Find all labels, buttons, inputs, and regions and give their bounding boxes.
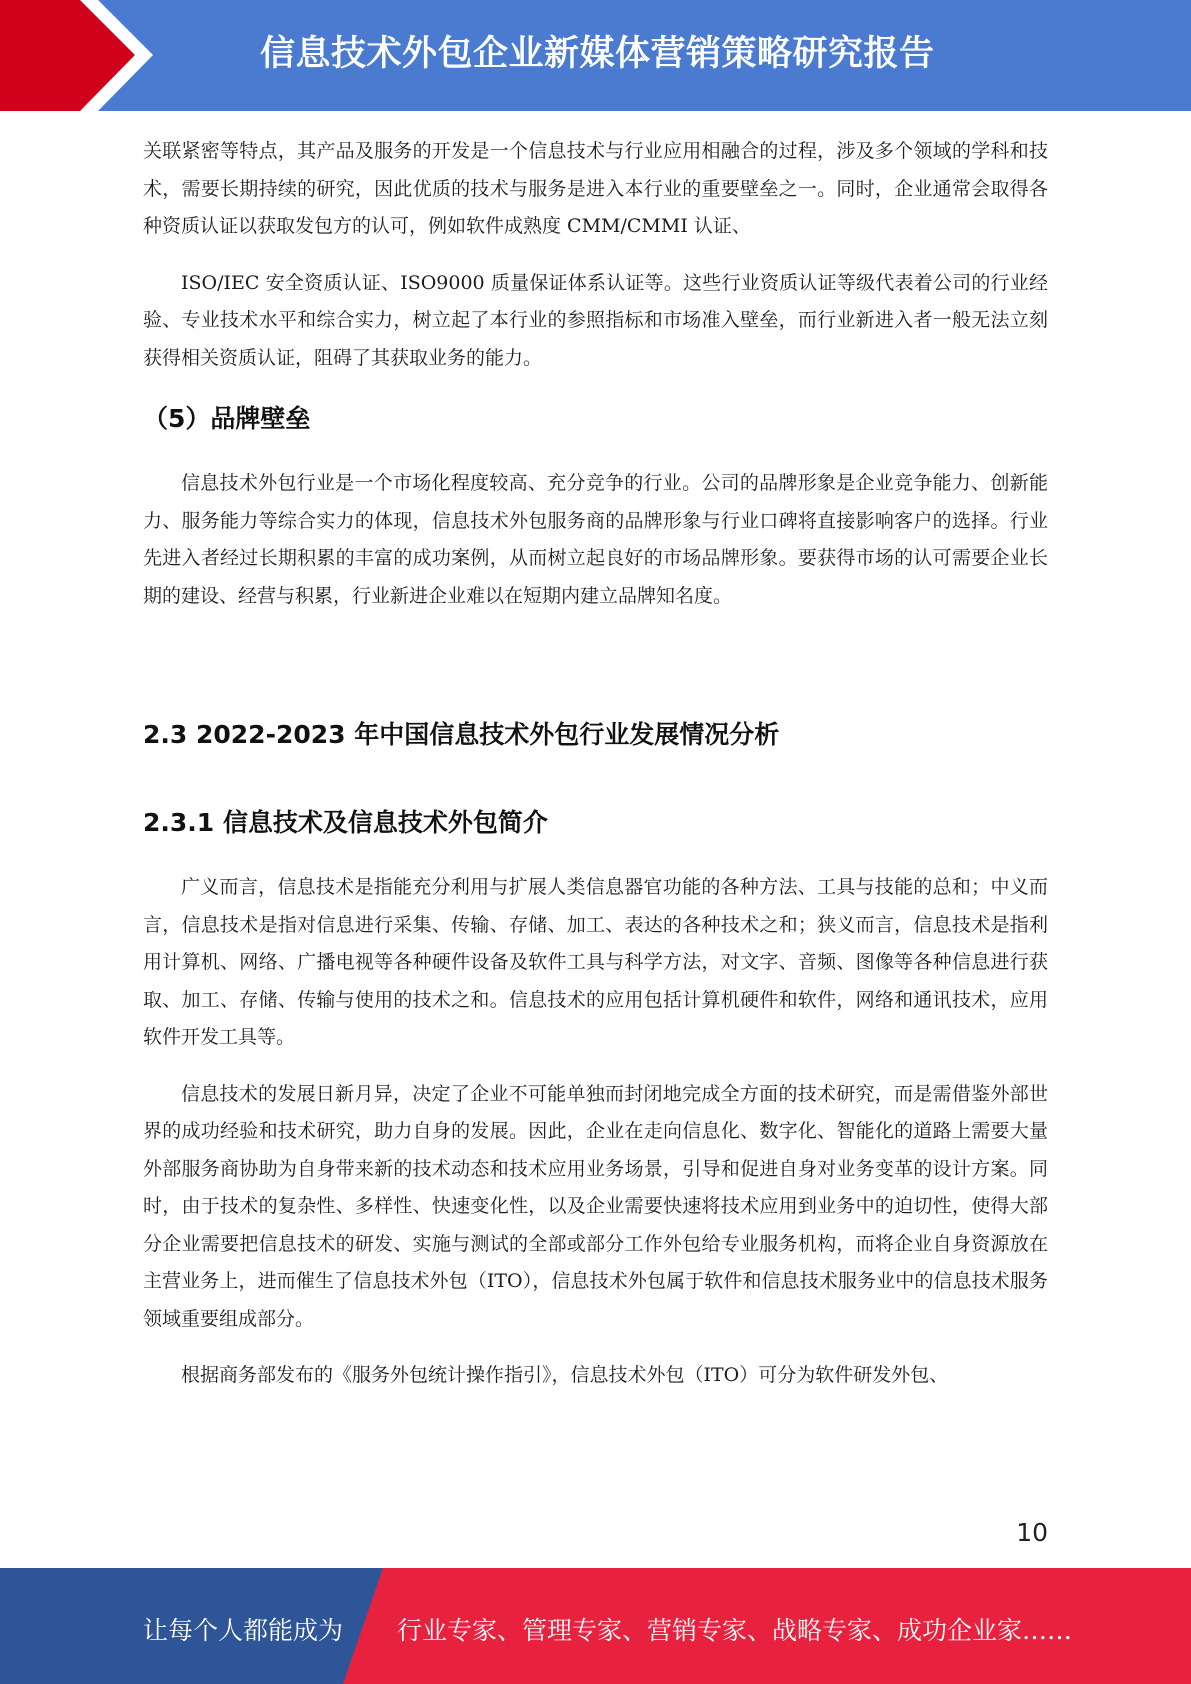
footer-slogan-right: 行业专家、管理专家、营销专家、战略专家、成功企业家……: [397, 1616, 1073, 1645]
document-body: [143, 133, 1048, 1395]
paragraph-ito-classification: 根据商务部发布的《服务外包统计操作指引》，信息技术外包（ITO）可分为软件研发外包、: [181, 1364, 949, 1386]
heading-section-2-3: 2.3 2022-2023 年中国信息技术外包行业发展情况分析: [143, 720, 780, 749]
paragraph-certifications: ISO/IEC 安全资质认证、ISO9000 质量保证体系认证等。这些行业资质认证等级代表着公司的行业经验、专业技术水平和综合实力，树立起了本行业的参照指标和市场准入壁垒，而行业新进入者一般无法立刻获得相关资质认证，阻碍了其获取业务的能力。: [143, 271, 1048, 369]
paragraph-it-definition: 广义而言，信息技术是指能充分利用与扩展人类信息器官功能的各种方法、工具与技能的总和；中义而言，信息技术是指对信息进行采集、传输、存储、加工、表达的各种技术之和；狭义而言，信息技术是指利用计算机、网络、广播电视等各种硬件设备及软件工具与科学方法，对文字、音频、图像等各种信息进行获取、加工、存储、传输与使用的技术之和。信息技术的应用包括计算机硬件和软件，网络和通讯技术，应用软件开发工具等。: [143, 876, 1048, 1048]
paragraph-qualification-barrier: 关联紧密等特点，其产品及服务的开发是一个信息技术与行业应用相融合的过程，涉及多个领域的学科和技术，需要长期持续的研究，因此优质的技术与服务是进入本行业的重要壁垒之一。同时，企业通常会取得各种资质认证以获取发包方的认可，例如软件成熟度 CMM/CMMI 认证、: [143, 140, 1048, 237]
heading-section-2-3-1: 2.3.1 信息技术及信息技术外包简介: [143, 808, 548, 837]
document-title: 信息技术外包企业新媒体营销策略研究报告: [260, 34, 935, 74]
page-number: 10: [1016, 1518, 1048, 1547]
heading-brand-barrier: （5）品牌壁垒: [143, 404, 311, 433]
page-footer: [0, 1568, 1191, 1684]
paragraph-ito-origin: 信息技术的发展日新月异，决定了企业不可能单独而封闭地完成全方面的技术研究，而是需借鉴外部世界的成功经验和技术研究，助力自身的发展。因此，企业在走向信息化、数字化、智能化的道路上需要大量外部服务商协助为自身带来新的技术动态和技术应用业务场景，引导和促进自身对业务变革的设计方案。同时，由于技术的复杂性、多样性、快速变化性，以及企业需要快速将技术应用到业务中的迫切性，使得大部分企业需要把信息技术的研发、实施与测试的全部或部分工作外包给专业服务机构，而将企业自身资源放在主营业务上，进而催生了信息技术外包（ITO），信息技术外包属于软件和信息技术服务业中的信息技术服务领域重要组成部分。: [143, 1082, 1048, 1330]
paragraph-brand-barrier: 信息技术外包行业是一个市场化程度较高、充分竞争的行业。公司的品牌形象是企业竞争能力、创新能力、服务能力等综合实力的体现，信息技术外包服务商的品牌形象与行业口碑将直接影响客户的选择。行业先进入者经过长期积累的丰富的成功案例，从而树立起良好的市场品牌形象。要获得市场的认可需要企业长期的建设、经营与积累，行业新进企业难以在短期内建立品牌知名度。: [143, 472, 1048, 607]
page-header: [0, 0, 1191, 111]
footer-slogan-left: 让每个人都能成为: [143, 1616, 344, 1645]
